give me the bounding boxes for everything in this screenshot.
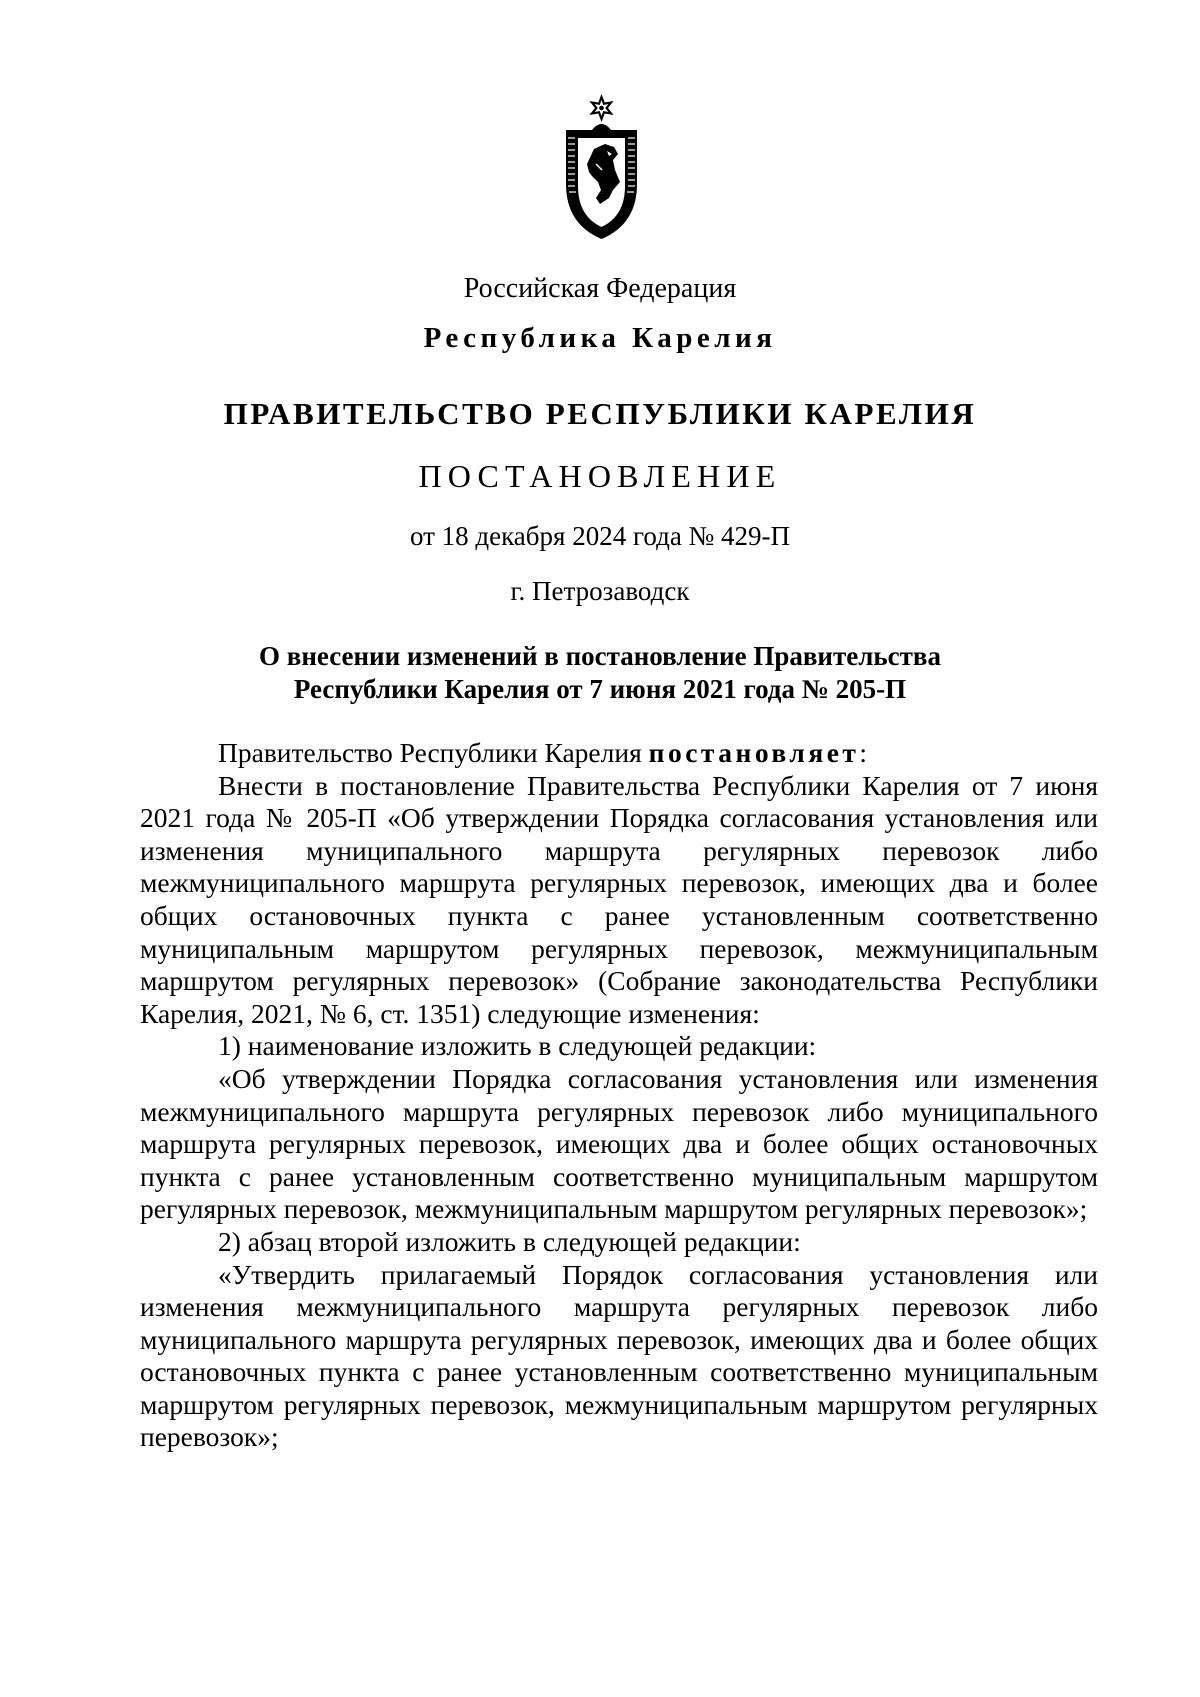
country-name: Российская Федерация — [463, 273, 737, 304]
paragraph-quote-2: «Утвердить прилагаемый Порядок согласования установления или изменения межмуниципального маршрута регулярных перевозок либо муниципального маршрута регулярных перевозок, имеющих два и более общих остановочных пункта с ранее установленным соответственно муниципальным маршрутом регулярных перевозок, межмуниципальным маршрутом регулярных перевозок»; — [140, 1258, 1098, 1453]
intro-keyword: постановляет — [648, 737, 860, 768]
title-line-1: О внесении изменений в постановление Правительства — [259, 641, 941, 671]
intro-suffix: : — [859, 737, 868, 768]
paragraph-item-1: 1) наименование изложить в следующей редакции: — [218, 1030, 817, 1062]
document-type: ПОСТАНОВЛЕНИЕ — [418, 458, 782, 494]
date-number: от 18 декабря 2024 года № 429-П — [409, 521, 791, 551]
document-title — [0, 640, 1200, 706]
republic-name: Республика Карелия — [423, 322, 777, 354]
karelia-coat-of-arms-icon — [563, 94, 640, 241]
paragraph-quote-1: «Об утверждении Порядка согласования установления или изменения межмуниципального маршрута регулярных перевозок либо муниципального маршрута регулярных перевозок, имеющих два и более общих остановочных пункта с ранее установленным соответственно муниципальным маршрутом регулярных перевозок, межмуниципальным маршрутом регулярных перевозок»; — [140, 1062, 1098, 1225]
intro-paragraph — [140, 737, 1098, 770]
city: г. Петрозаводск — [510, 576, 690, 606]
paragraph-amend: Внести в постановление Правительства Республики Карелия от 7 июня 2021 года № 205-П «Об утверждении Порядка согласования установления или изменения муниципального маршрута регулярных перевозок либо межмуниципального маршрута регулярных перевозок, имеющих два и более общих остановочных пункта с ранее установленным соответственно муниципальным маршрутом регулярных перевозок, межмуниципальным маршрутом регулярных перевозок» (Собрание законодательства Республики Карелия, 2021, № 6, ст. 1351) следующие изменения: — [140, 769, 1098, 1029]
document-body — [140, 737, 1098, 1454]
title-line-2: Республики Карелия от 7 июня 2021 года № 205-П — [293, 674, 907, 704]
government-title: ПРАВИТЕЛЬСТВО РЕСПУБЛИКИ КАРЕЛИЯ — [223, 396, 977, 431]
paragraph-item-2: 2) абзац второй изложить в следующей редакции: — [218, 1225, 801, 1257]
intro-prefix: Правительство Республики Карелия — [218, 737, 649, 768]
